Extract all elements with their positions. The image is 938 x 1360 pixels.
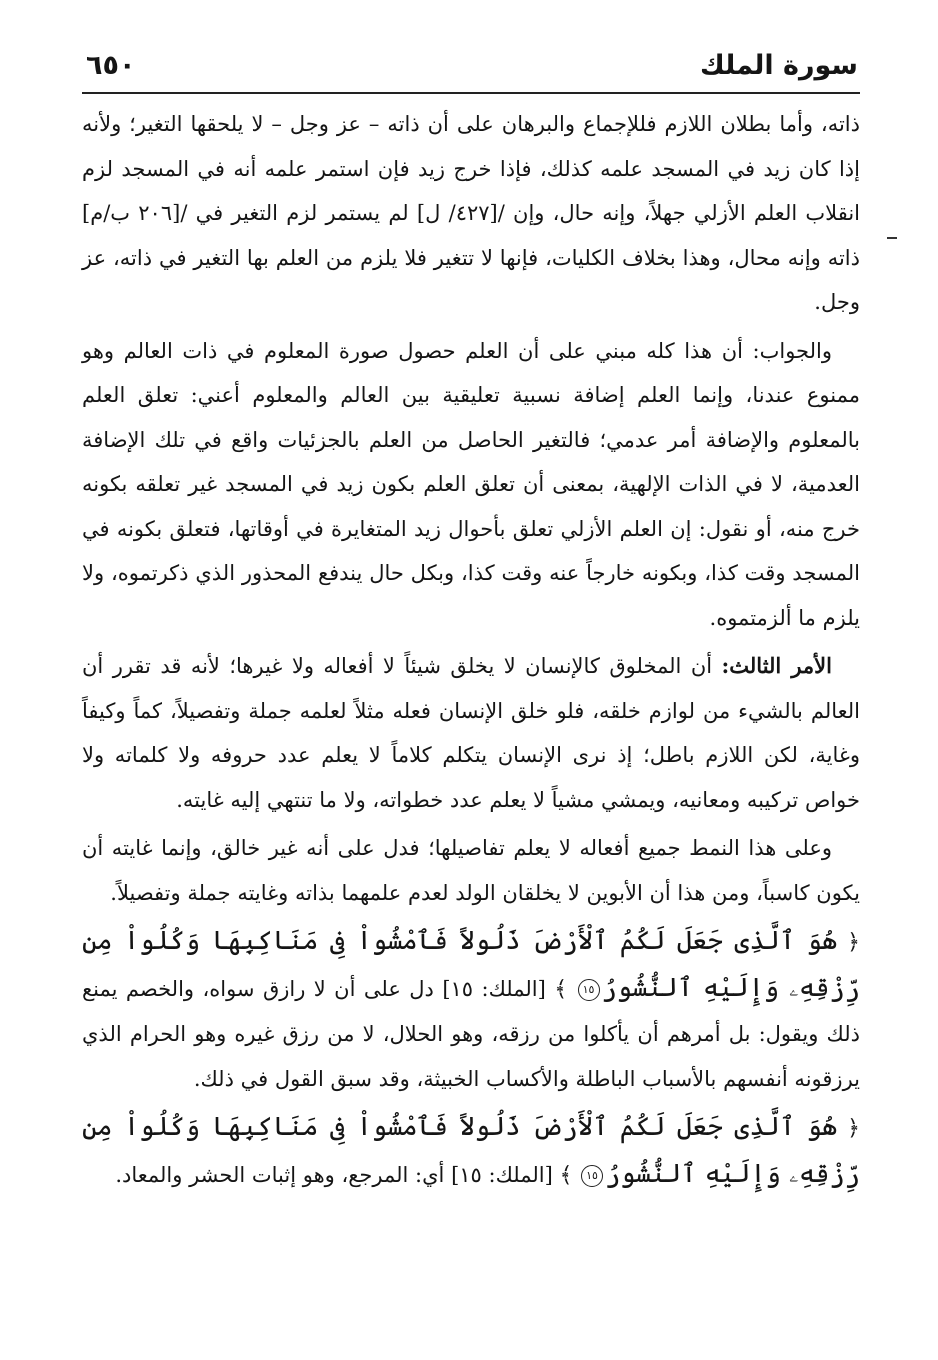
verse-open-bracket: ﴿ — [847, 1116, 860, 1141]
verse-reference: [الملك: ١٥] — [451, 1162, 553, 1187]
verse-open-bracket: ﴿ — [847, 930, 860, 955]
paragraph-2: والجواب: أن هذا كله مبني على أن العلم حصول صورة المعلوم في ذات العالم وهو ممنوع عندنا، وإنما العلم إضافة نسبية تعليقية بين العالم والمعلوم أعني: تعلق العلم بالمعلوم والإضافة أمر عدمي؛ فالتغير الحاصل من العلم بالجزئيات واقع في تلك الإضافة العدمية، لا في الذات الإلهية، بمعنى أن تعلق العلم بكون زيد في المسجد غير تعلقه بكونه خرج منه، أو نقول: إن العلم الأزلي تعلق بأحوال زيد المتغايرة في أوقاتها، فتعلق بكونه في المسجد وقت كذا، وبكونه خارجاً عنه وقت كذا، وبكل حال يندفع المحذور الذي ذكرتموه، ولا يلزم ما ألزمتموه. — [82, 338, 860, 630]
ayah-number-marker: ١٥ — [581, 1165, 603, 1187]
verse-close-bracket: ﴾ — [559, 1162, 573, 1188]
verse-commentary: دل على أن لا رازق سواه، والخصم يمنع ذلك ويقول: بل أمرهم أن يأكلوا من رزقه، وهو الحلال، لا من رزق غيره وهو الحرام الذي يرزقونه أنفسهم بالأسباب الباطلة والأكساب الخبيثة، وقد سبق القول في ذلك. — [82, 976, 860, 1091]
quran-verse: هُوَ ٱلَّذِى جَعَلَ لَكُمُ ٱلْأَرْضَ ذَلُولاً فَٱمْشُواْ فِى مَنَاكِبِهَا وَكُلُواْ مِن رِّزْقِهِۦ وَإِلَيْهِ ٱلنُّشُورُ — [82, 926, 860, 1003]
margin-mark — [887, 237, 897, 239]
verse-commentary: أي: المرجع، وهو إثبات الحشر والمعاد. — [115, 1162, 452, 1187]
page-number: ٦٥٠ — [86, 50, 136, 81]
verse-block-2 — [82, 1105, 860, 1198]
paragraph-3-lead: الأمر الثالث: — [721, 653, 832, 678]
paragraph-4: وعلى هذا النمط جميع أفعاله لا يعلم تفاصيلها؛ فدل على أنه غير خالق، وإنما غايته أن يكون كاسباً، ومن هذا أن الأبوين لا يخلقان الولد لعدم علمهما بذاته وغايته جملة وتفصيلاً. — [82, 836, 860, 905]
page-header — [82, 42, 860, 94]
paragraph-3 — [82, 644, 860, 822]
ayah-number-marker: ١٥ — [578, 979, 600, 1001]
paragraph-1: ذاته، وأما بطلان اللازم فللإجماع والبرهان على أن ذاته – عز وجل – لا يلحقها التغير؛ ولأنه إذا كان زيد في المسجد علمه كذلك، فإذا خرج زيد فإن استمر علمه أنه في المسجد لزم انقلاب العلم الأزلي جهلاً، وإنه حال، وإن /[٤٢٧/ ل] لم يستمر لزم التغير في /[٢٠٦ ب/م] ذاته وإنه محال، وهذا بخلاف الكليات، فإنها لا تتغير فلا يلزم من العلم بها التغير في ذاته، عز وجل. — [82, 112, 861, 314]
body-text — [82, 102, 860, 1198]
book-page — [82, 42, 860, 1202]
paragraph-3-text: أن المخلوق كالإنسان لا يخلق شيئاً لا أفعاله ولا غيرها؛ لأنه قد تقرر أن العالم بالشيء من لوازم خلقه، فلو خلق الإنسان فعله مثلاً لعلمه جملة وتفصيلاً، كماً وكيفاً وغاية، لكن اللازم باطل؛ إذ نرى الإنسان يتكلم كلاماً لا يعلم عدد حروفه ولا كلماته ولا خواص تركيبه ومعانيه، ويمشي مشياً لا يعلم عدد خطواته، ولا ما تنتهي إليه غايته. — [82, 654, 860, 812]
verse-reference: [الملك: ١٥] — [442, 976, 546, 1001]
verse-close-bracket: ﴾ — [554, 976, 568, 1002]
surah-title: سورة الملك — [699, 50, 858, 81]
quran-verse: هُوَ ٱلَّذِى جَعَلَ لَكُمُ ٱلْأَرْضَ ذَلُولاً فَٱمْشُواْ فِى مَنَاكِبِهَا وَكُلُواْ مِن رِّزْقِهِۦ وَإِلَيْهِ ٱلنُّشُورُ — [82, 1112, 860, 1189]
verse-block-1 — [82, 919, 860, 1101]
